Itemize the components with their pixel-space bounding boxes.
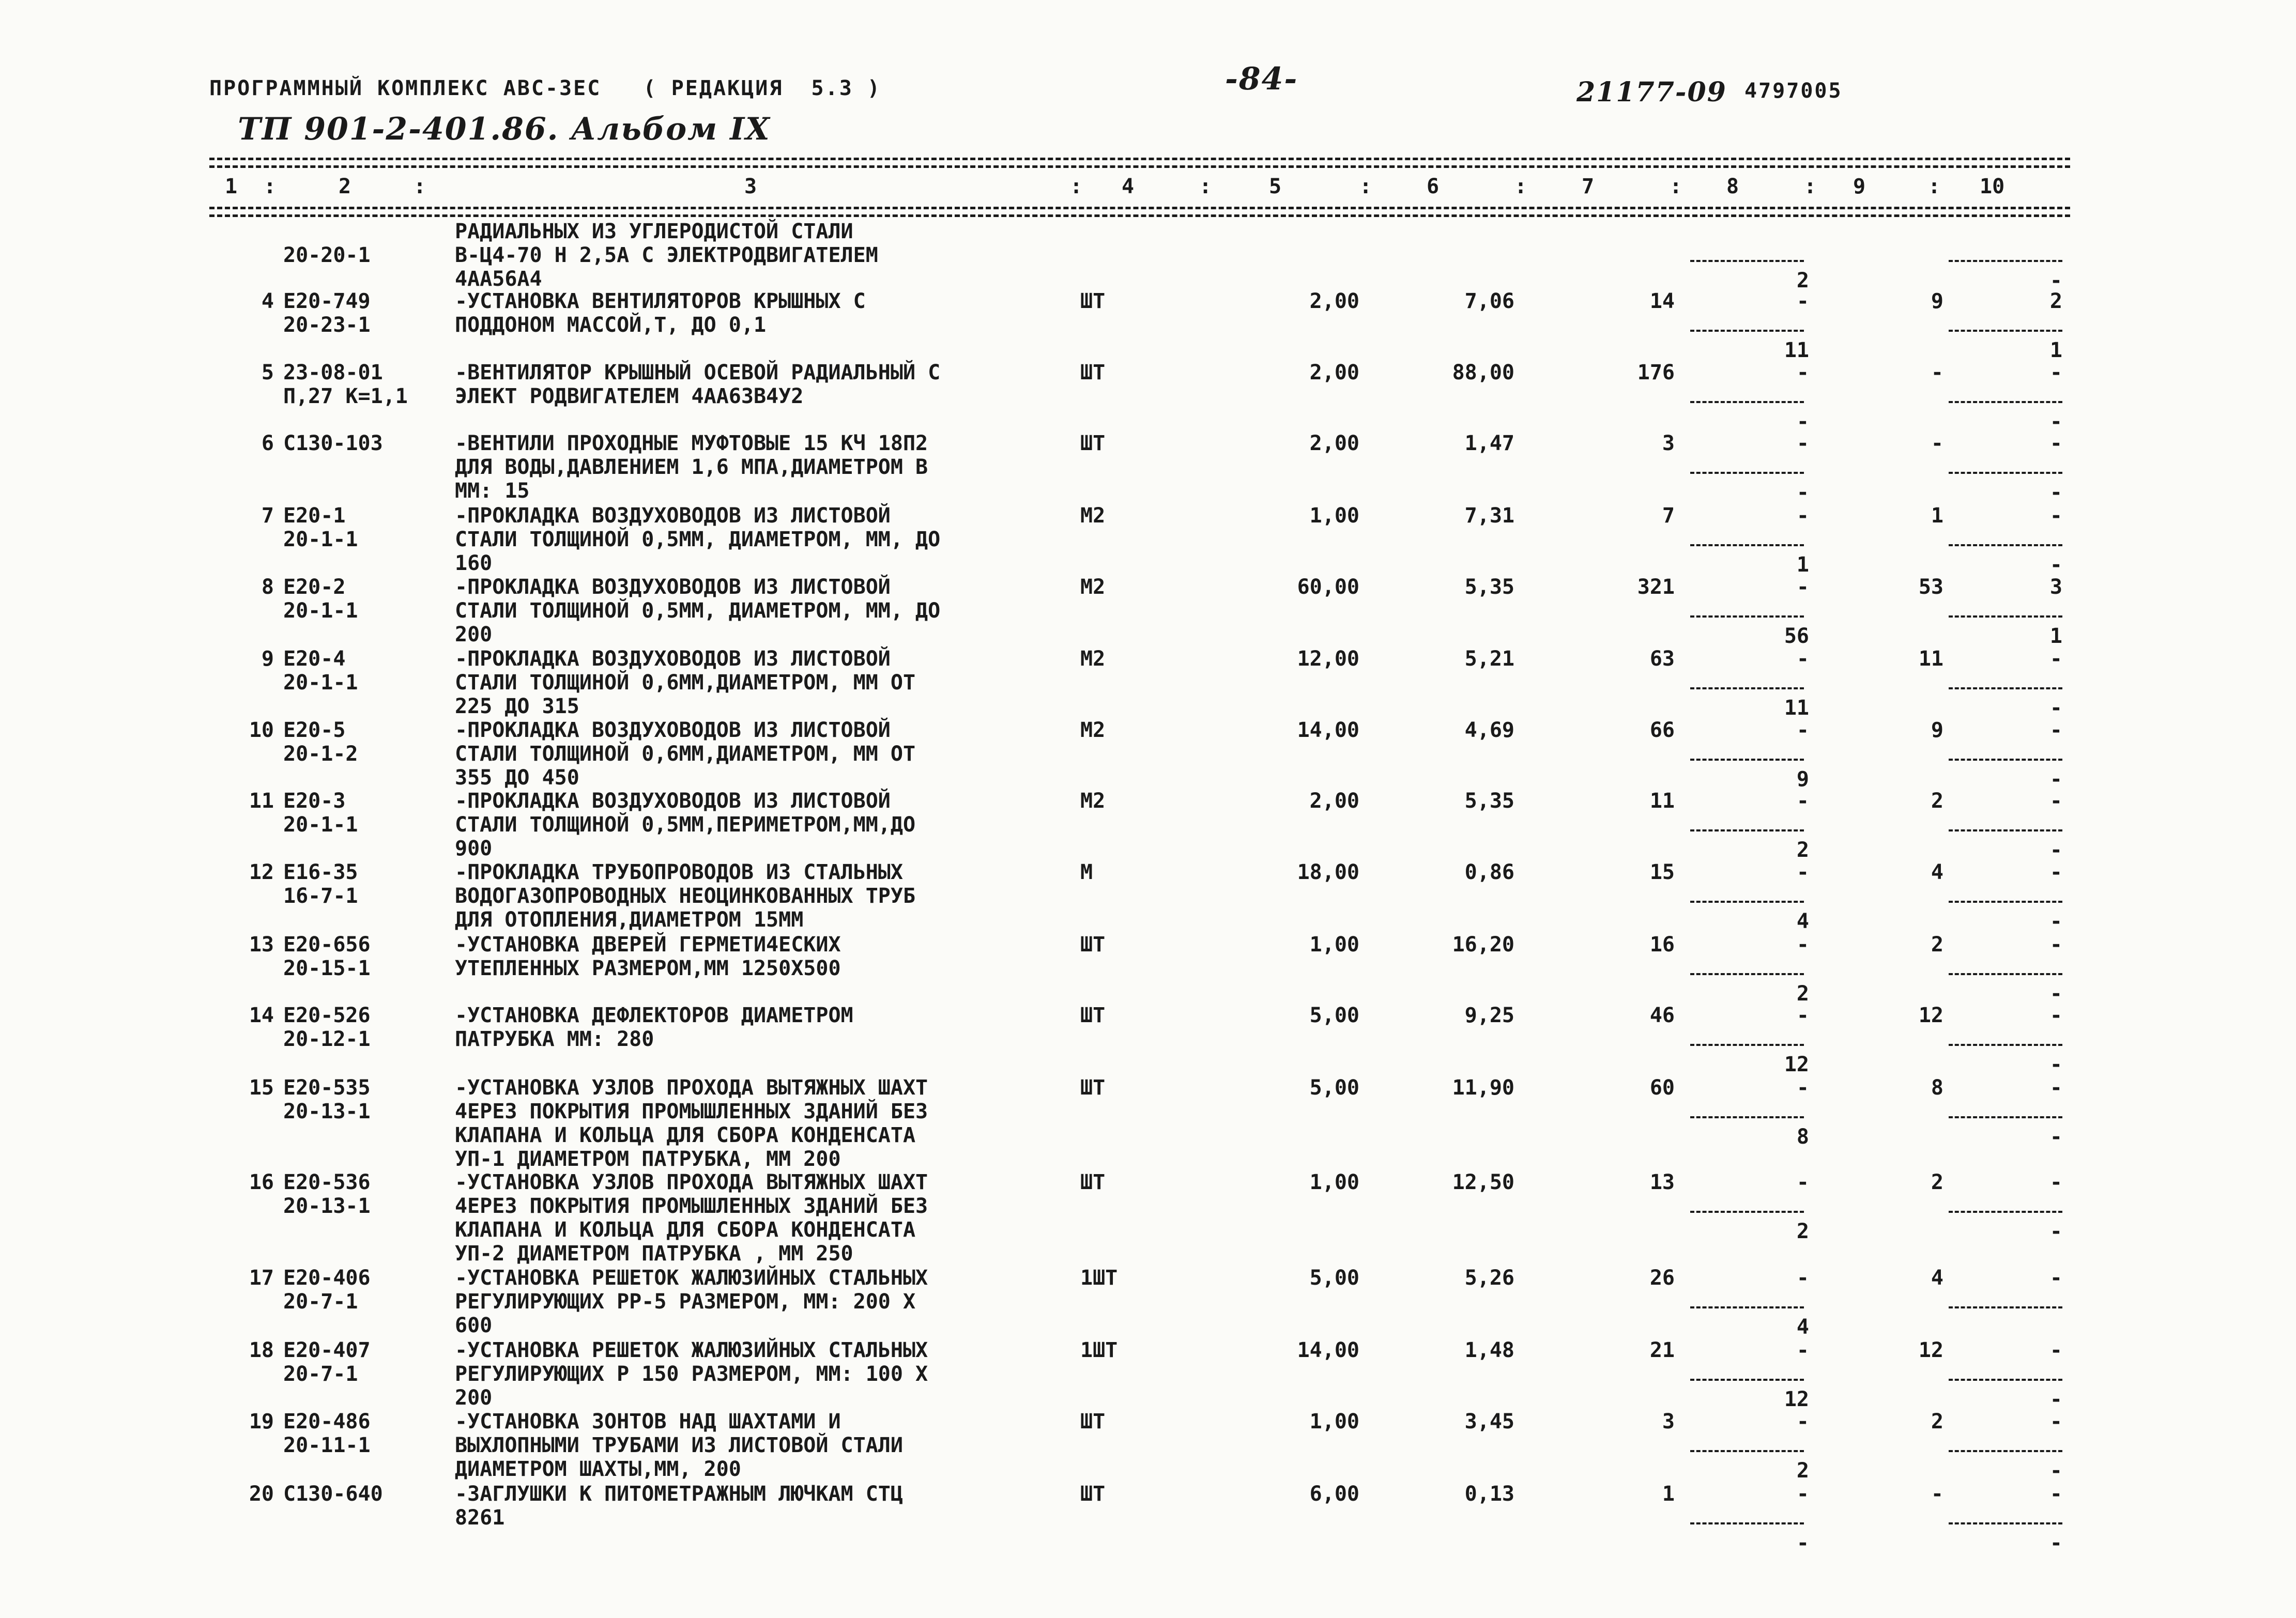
unit-price: 7,31 xyxy=(1464,504,1514,528)
total-cost: 11 xyxy=(1649,789,1675,813)
subtotal-separator xyxy=(1690,901,1804,903)
column-separator: : xyxy=(264,175,277,198)
unit: М2 xyxy=(1080,718,1106,742)
column-10-subvalue: - xyxy=(2049,553,2062,577)
column-8-subvalue: 8 xyxy=(1796,1125,1809,1149)
row-number: 10 xyxy=(249,718,274,742)
column-10-value: - xyxy=(2049,1482,2062,1506)
column-9-value: - xyxy=(1931,432,1943,455)
subtotal-separator xyxy=(1690,1044,1804,1046)
column-8-subvalue: 4 xyxy=(1796,1315,1809,1339)
subtotal-separator xyxy=(1949,330,2062,332)
column-10-subvalue: - xyxy=(2049,767,2062,791)
rate-code-secondary: 20-20-1 xyxy=(283,243,371,267)
row-number: 6 xyxy=(261,432,274,455)
rate-code: Е20-749 xyxy=(283,289,371,313)
column-8-value: - xyxy=(1796,1482,1809,1506)
rate-code-secondary: 20-11-1 xyxy=(283,1434,371,1457)
column-10-value: - xyxy=(2049,361,2062,384)
work-description: -УСТАНОВКА ДВЕРЕЙ ГЕРМЕТИ4ЕСКИХ УТЕПЛЕННЫХ РАЗМЕРОМ,ММ 1250Х500 xyxy=(455,933,841,980)
subtotal-separator xyxy=(1949,472,2062,474)
column-8-subvalue: 11 xyxy=(1784,696,1809,720)
column-10-subvalue: - xyxy=(2049,838,2062,862)
work-description: -ПРОКЛАДКА ТРУБОПРОВОДОВ ИЗ СТАЛЬНЫХ ВОДОГАЗОПРОВОДНЫХ НЕОЦИНКОВАННЫХ ТРУБ ДЛЯ ОТОПЛЕНИЯ,ДИАМЕТРОМ 15ММ xyxy=(455,860,916,932)
column-8-value: - xyxy=(1796,504,1809,528)
subtotal-separator xyxy=(1949,615,2062,618)
row-number: 19 xyxy=(249,1410,274,1434)
column-9-value: 53 xyxy=(1918,575,1943,599)
unit: ШТ xyxy=(1080,1410,1106,1434)
work-description: -УСТАНОВКА РЕШЕТОК ЖАЛЮЗИЙНЫХ СТАЛЬНЫХ РЕГУЛИРУЮЩИХ Р 150 РАЗМЕРОМ, ММ: 100 Х 200 xyxy=(455,1338,928,1410)
subtotal-separator xyxy=(1690,401,1804,403)
column-9-value: - xyxy=(1931,1482,1943,1506)
total-cost: 321 xyxy=(1637,575,1675,599)
column-8-value: - xyxy=(1796,1266,1809,1290)
column-9-value: 2 xyxy=(1931,789,1943,813)
subtotal-separator xyxy=(1949,901,2062,903)
total-cost: 14 xyxy=(1649,289,1675,313)
quantity: 2,00 xyxy=(1309,789,1359,813)
column-8-value: - xyxy=(1796,647,1809,671)
subtotal-separator xyxy=(1949,260,2062,262)
row-number: 5 xyxy=(261,361,274,384)
column-10-value: - xyxy=(2049,1076,2062,1100)
subtotal-separator xyxy=(1690,759,1804,761)
quantity: 5,00 xyxy=(1309,1266,1359,1290)
column-header-2: 2 xyxy=(339,175,351,198)
row-number: 8 xyxy=(261,575,274,599)
unit: М2 xyxy=(1080,789,1106,813)
column-10-subvalue: - xyxy=(2049,982,2062,1006)
work-description: -ПРОКЛАДКА ВОЗДУХОВОДОВ ИЗ ЛИСТОВОЙ СТАЛИ ТОЛЩИНОЙ 0,5ММ,ПЕРИМЕТРОМ,ММ,ДО 900 xyxy=(455,789,916,860)
column-8-value: - xyxy=(1796,289,1809,313)
column-10-value: - xyxy=(2049,504,2062,528)
work-description: -УСТАНОВКА ЗОНТОВ НАД ШАХТАМИ И ВЫХЛОПНЫМИ ТРУБАМИ ИЗ ЛИСТОВОЙ СТАЛИ ДИАМЕТРОМ ШАХТЫ,ММ, 200 xyxy=(455,1410,903,1481)
column-9-value: 1 xyxy=(1931,504,1943,528)
rate-code-secondary: 16-7-1 xyxy=(283,884,358,908)
column-8-value: - xyxy=(1796,933,1809,957)
total-cost: 3 xyxy=(1662,432,1675,455)
column-10-value: - xyxy=(2049,789,2062,813)
total-cost: 3 xyxy=(1662,1410,1675,1434)
work-description: -УСТАНОВКА ДЕФЛЕКТОРОВ ДИАМЕТРОМ ПАТРУБКА ММ: 280 xyxy=(455,1004,853,1051)
rate-code-secondary: П,27 К=1,1 xyxy=(283,384,408,408)
column-8-subvalue: 12 xyxy=(1784,1053,1809,1076)
column-separator: : xyxy=(1804,175,1817,198)
row-number: 9 xyxy=(261,647,274,671)
total-cost: 46 xyxy=(1649,1004,1675,1027)
table-top-rule-2 xyxy=(209,165,2070,168)
column-separator: : xyxy=(1670,175,1682,198)
total-cost: 1 xyxy=(1662,1482,1675,1506)
total-cost: 7 xyxy=(1662,504,1675,528)
work-description: -ПРОКЛАДКА ВОЗДУХОВОДОВ ИЗ ЛИСТОВОЙ СТАЛИ ТОЛЩИНОЙ 0,5ММ, ДИАМЕТРОМ, ММ, ДО 200 xyxy=(455,575,941,646)
work-description: -ВЕНТИЛИ ПРОХОДНЫЕ МУФТОВЫЕ 15 КЧ 18П2 ДЛЯ ВОДЫ,ДАВЛЕНИЕМ 1,6 МПА,ДИАМЕТРОМ В ММ: 15 xyxy=(455,432,928,503)
subtotal-separator xyxy=(1949,1450,2062,1452)
quantity: 12,00 xyxy=(1297,647,1359,671)
rate-code-secondary: 20-7-1 xyxy=(283,1362,358,1386)
column-8-subvalue: - xyxy=(1796,1531,1809,1555)
work-description: -ПРОКЛАДКА ВОЗДУХОВОДОВ ИЗ ЛИСТОВОЙ СТАЛИ ТОЛЩИНОЙ 0,5ММ, ДИАМЕТРОМ, ММ, ДО 160 xyxy=(455,504,941,575)
column-10-subvalue: - xyxy=(2049,410,2062,434)
rate-code-secondary: 20-15-1 xyxy=(283,957,371,980)
column-8-value: - xyxy=(1796,432,1809,455)
column-8-value: - xyxy=(1796,718,1809,742)
column-header-3: 3 xyxy=(744,175,757,198)
column-9-value: 2 xyxy=(1931,933,1943,957)
unit-price: 12,50 xyxy=(1452,1170,1514,1194)
unit: М2 xyxy=(1080,504,1106,528)
subtotal-separator xyxy=(1690,544,1804,546)
column-10-subvalue: - xyxy=(2049,1531,2062,1555)
subtotal-separator xyxy=(1949,1044,2062,1046)
column-10-value: 2 xyxy=(2049,289,2062,313)
rate-code: С130-103 xyxy=(283,432,383,455)
row-number: 18 xyxy=(249,1338,274,1362)
column-8-subvalue: 2 xyxy=(1796,1459,1809,1483)
column-8-value: - xyxy=(1796,1338,1809,1362)
column-8-value: - xyxy=(1796,1004,1809,1027)
column-10-value: - xyxy=(2049,1338,2062,1362)
column-9-value: 4 xyxy=(1931,1266,1943,1290)
rate-code-secondary: 20-12-1 xyxy=(283,1027,371,1051)
column-10-value: - xyxy=(2049,933,2062,957)
column-header-5: 5 xyxy=(1269,175,1282,198)
work-description: РАДИАЛЬНЫХ ИЗ УГЛЕРОДИСТОЙ СТАЛИ В-Ц4-70 Н 2,5А С ЭЛЕКТРОДВИГАТЕЛЕМ 4АА56А4 xyxy=(455,220,878,291)
column-8-subvalue: - xyxy=(1796,410,1809,434)
subtotal-separator xyxy=(1949,401,2062,403)
column-9-value: 4 xyxy=(1931,860,1943,884)
column-header-6: 6 xyxy=(1427,175,1440,198)
total-cost: 13 xyxy=(1649,1170,1675,1194)
column-8-subvalue: - xyxy=(1796,481,1809,504)
subtotal-separator xyxy=(1690,1116,1804,1118)
quantity: 14,00 xyxy=(1297,1338,1359,1362)
subtotal-separator xyxy=(1949,687,2062,689)
total-cost: 16 xyxy=(1649,933,1675,957)
total-cost: 21 xyxy=(1649,1338,1675,1362)
rate-code: Е20-1 xyxy=(283,504,346,528)
column-8-subvalue: 4 xyxy=(1796,910,1809,933)
unit: М2 xyxy=(1080,647,1106,671)
subtotal-separator xyxy=(1949,1306,2062,1308)
rate-code: 23-08-01 xyxy=(283,361,383,384)
program-title: ПРОГРАММНЫЙ КОМПЛЕКС АВС-3ЕС ( РЕДАКЦИЯ 5.3 ) xyxy=(209,76,881,100)
subtotal-separator xyxy=(1949,1379,2062,1381)
column-separator: : xyxy=(1070,175,1083,198)
table-top-rule xyxy=(209,158,2070,160)
subtotal-separator xyxy=(1949,544,2062,546)
document-number: 4797005 xyxy=(1744,79,1843,103)
unit: ШТ xyxy=(1080,361,1106,384)
row-number: 7 xyxy=(261,504,274,528)
row-number: 20 xyxy=(249,1482,274,1506)
column-10-subvalue: - xyxy=(2049,910,2062,933)
column-8-value: - xyxy=(1796,789,1809,813)
subtotal-separator xyxy=(1690,1450,1804,1452)
column-9-value: 11 xyxy=(1918,647,1943,671)
document-code: 21177-09 xyxy=(1576,76,1727,108)
quantity: 1,00 xyxy=(1309,1410,1359,1434)
column-separator: : xyxy=(414,175,426,198)
rate-code: Е20-407 xyxy=(283,1338,371,1362)
column-10-value: - xyxy=(2049,1170,2062,1194)
subtotal-separator xyxy=(1690,472,1804,474)
rate-code: Е20-5 xyxy=(283,718,346,742)
column-header-1: 1 xyxy=(225,175,238,198)
column-10-subvalue: - xyxy=(2049,1220,2062,1243)
column-10-subvalue: - xyxy=(2049,481,2062,504)
unit-price: 88,00 xyxy=(1452,361,1514,384)
rate-code: Е20-3 xyxy=(283,789,346,813)
rate-code: Е20-526 xyxy=(283,1004,371,1027)
column-8-subvalue: 56 xyxy=(1784,624,1809,648)
unit-price: 16,20 xyxy=(1452,933,1514,957)
quantity: 1,00 xyxy=(1309,933,1359,957)
subtotal-separator xyxy=(1690,615,1804,618)
quantity: 5,00 xyxy=(1309,1004,1359,1027)
row-number: 16 xyxy=(249,1170,274,1194)
quantity: 2,00 xyxy=(1309,361,1359,384)
subtotal-separator xyxy=(1949,1116,2062,1118)
column-10-value: - xyxy=(2049,860,2062,884)
column-9-value: 8 xyxy=(1931,1076,1943,1100)
column-8-subvalue: 2 xyxy=(1796,838,1809,862)
column-10-subvalue: 1 xyxy=(2049,338,2062,362)
rate-code: Е20-535 xyxy=(283,1076,371,1100)
unit-price: 1,47 xyxy=(1464,432,1514,455)
rate-code-secondary: 20-13-1 xyxy=(283,1194,371,1218)
column-9-value: 2 xyxy=(1931,1410,1943,1434)
quantity: 18,00 xyxy=(1297,860,1359,884)
column-10-value: - xyxy=(2049,1004,2062,1027)
total-cost: 66 xyxy=(1649,718,1675,742)
subtotal-separator xyxy=(1690,1522,1804,1524)
column-9-value: 12 xyxy=(1918,1338,1943,1362)
column-9-value: 12 xyxy=(1918,1004,1943,1027)
unit: ШТ xyxy=(1080,1482,1106,1506)
unit-price: 5,26 xyxy=(1464,1266,1514,1290)
unit: ШТ xyxy=(1080,1004,1106,1027)
rate-code-secondary: 20-1-2 xyxy=(283,742,358,766)
column-9-value: 9 xyxy=(1931,289,1943,313)
column-separator: : xyxy=(1199,175,1212,198)
row-number: 13 xyxy=(249,933,274,957)
unit-price: 5,35 xyxy=(1464,789,1514,813)
subtotal-separator xyxy=(1690,1211,1804,1213)
quantity: 60,00 xyxy=(1297,575,1359,599)
column-8-value: - xyxy=(1796,1410,1809,1434)
subtotal-separator xyxy=(1949,973,2062,975)
unit: ШТ xyxy=(1080,1076,1106,1100)
table-header-bottom-rule xyxy=(209,207,2070,209)
rate-code: Е20-536 xyxy=(283,1170,371,1194)
rate-code: С130-640 xyxy=(283,1482,383,1506)
unit-price: 0,86 xyxy=(1464,860,1514,884)
unit-price: 5,21 xyxy=(1464,647,1514,671)
total-cost: 15 xyxy=(1649,860,1675,884)
subtotal-separator xyxy=(1949,1522,2062,1524)
rate-code: Е20-486 xyxy=(283,1410,371,1434)
subtotal-separator xyxy=(1690,1379,1804,1381)
column-8-value: - xyxy=(1796,1170,1809,1194)
quantity: 1,00 xyxy=(1309,1170,1359,1194)
column-header-9: 9 xyxy=(1853,175,1866,198)
unit-price: 1,48 xyxy=(1464,1338,1514,1362)
unit: ШТ xyxy=(1080,289,1106,313)
column-10-subvalue: - xyxy=(2049,1053,2062,1076)
unit-price: 0,13 xyxy=(1464,1482,1514,1506)
column-8-subvalue: 1 xyxy=(1796,553,1809,577)
unit-price: 7,06 xyxy=(1464,289,1514,313)
work-description: -ПРОКЛАДКА ВОЗДУХОВОДОВ ИЗ ЛИСТОВОЙ СТАЛИ ТОЛЩИНОЙ 0,6ММ,ДИАМЕТРОМ, ММ ОТ 225 ДО 315 xyxy=(455,647,916,718)
column-8-subvalue: 11 xyxy=(1784,338,1809,362)
column-10-value: - xyxy=(2049,1410,2062,1434)
column-separator: : xyxy=(1359,175,1372,198)
row-number: 15 xyxy=(249,1076,274,1100)
quantity: 5,00 xyxy=(1309,1076,1359,1100)
quantity: 6,00 xyxy=(1309,1482,1359,1506)
row-number: 4 xyxy=(261,289,274,313)
subtotal-separator xyxy=(1690,330,1804,332)
column-8-value: - xyxy=(1796,1076,1809,1100)
column-10-value: 3 xyxy=(2049,575,2062,599)
rate-code-secondary: 20-1-1 xyxy=(283,599,358,623)
column-10-value: - xyxy=(2049,1266,2062,1290)
work-description: -ВЕНТИЛЯТОР КРЫШНЫЙ ОСЕВОЙ РАДИАЛЬНЫЙ С ЭЛЕКТ РОДВИГАТЕЛЕМ 4АА63В4У2 xyxy=(455,361,941,408)
work-description: -ПРОКЛАДКА ВОЗДУХОВОДОВ ИЗ ЛИСТОВОЙ СТАЛИ ТОЛЩИНОЙ 0,6ММ,ДИАМЕТРОМ, ММ ОТ 355 ДО 450 xyxy=(455,718,916,790)
quantity: 2,00 xyxy=(1309,289,1359,313)
column-10-subvalue: - xyxy=(2049,696,2062,720)
row-number: 11 xyxy=(249,789,274,813)
subtotal-separator xyxy=(1690,260,1804,262)
rate-code: Е20-4 xyxy=(283,647,346,671)
column-8-subvalue: 2 xyxy=(1796,982,1809,1006)
unit-price: 11,90 xyxy=(1452,1076,1514,1100)
column-10-value: - xyxy=(2049,647,2062,671)
work-description: -УСТАНОВКА РЕШЕТОК ЖАЛЮЗИЙНЫХ СТАЛЬНЫХ РЕГУЛИРУЮЩИХ РР-5 РАЗМЕРОМ, ММ: 200 Х 600 xyxy=(455,1266,928,1337)
rate-code-secondary: 20-13-1 xyxy=(283,1100,371,1123)
quantity: 2,00 xyxy=(1309,432,1359,455)
column-8-value: - xyxy=(1796,575,1809,599)
subtotal-separator xyxy=(1949,829,2062,831)
rate-code-secondary: 20-7-1 xyxy=(283,1290,358,1314)
rate-code-secondary: 20-23-1 xyxy=(283,313,371,337)
unit-price: 9,25 xyxy=(1464,1004,1514,1027)
unit: М2 xyxy=(1080,575,1106,599)
column-header-7: 7 xyxy=(1582,175,1595,198)
subtotal-separator xyxy=(1949,759,2062,761)
subtotal-separator xyxy=(1690,687,1804,689)
column-separator: : xyxy=(1928,175,1941,198)
row-number: 12 xyxy=(249,860,274,884)
column-10-subvalue: - xyxy=(2049,1459,2062,1483)
row-number: 14 xyxy=(249,1004,274,1027)
column-8-value: - xyxy=(1796,361,1809,384)
column-9-value: 2 xyxy=(1931,1170,1943,1194)
subtotal-separator xyxy=(1690,1306,1804,1308)
rate-code: Е20-656 xyxy=(283,933,371,957)
column-10-value: - xyxy=(2049,432,2062,455)
quantity: 14,00 xyxy=(1297,718,1359,742)
work-description: -ЗАГЛУШКИ К ПИТОМЕТРАЖНЫМ ЛЮЧКАМ СТЦ 8261 xyxy=(455,1482,903,1530)
unit: 1ШТ xyxy=(1080,1266,1118,1290)
unit-price: 3,45 xyxy=(1464,1410,1514,1434)
page-number: -84- xyxy=(1225,61,1298,97)
column-header-4: 4 xyxy=(1122,175,1135,198)
column-10-subvalue: - xyxy=(2049,1125,2062,1149)
column-8-value: - xyxy=(1796,860,1809,884)
rate-code: Е20-2 xyxy=(283,575,346,599)
rate-code-secondary: 20-1-1 xyxy=(283,813,358,837)
column-header-10: 10 xyxy=(1980,175,2005,198)
total-cost: 63 xyxy=(1649,647,1675,671)
column-10-value: - xyxy=(2049,718,2062,742)
rate-code: Е16-35 xyxy=(283,860,358,884)
column-10-subvalue: - xyxy=(2049,269,2062,292)
unit: ШТ xyxy=(1080,933,1106,957)
subtotal-separator xyxy=(1690,973,1804,975)
column-8-subvalue: 12 xyxy=(1784,1388,1809,1411)
unit: 1ШТ xyxy=(1080,1338,1118,1362)
unit-price: 5,35 xyxy=(1464,575,1514,599)
rate-code-secondary: 20-1-1 xyxy=(283,528,358,551)
column-8-subvalue: 2 xyxy=(1796,1220,1809,1243)
unit: ШТ xyxy=(1080,432,1106,455)
table-header-bottom-rule-2 xyxy=(209,214,2070,217)
total-cost: 26 xyxy=(1649,1266,1675,1290)
quantity: 1,00 xyxy=(1309,504,1359,528)
column-9-value: 9 xyxy=(1931,718,1943,742)
row-number: 17 xyxy=(249,1266,274,1290)
column-9-value: - xyxy=(1931,361,1943,384)
column-8-subvalue: 9 xyxy=(1796,767,1809,791)
unit-price: 4,69 xyxy=(1464,718,1514,742)
unit: М xyxy=(1080,860,1093,884)
rate-code-secondary: 20-1-1 xyxy=(283,671,358,695)
rate-code: Е20-406 xyxy=(283,1266,371,1290)
column-separator: : xyxy=(1514,175,1527,198)
total-cost: 60 xyxy=(1649,1076,1675,1100)
work-description: -УСТАНОВКА УЗЛОВ ПРОХОДА ВЫТЯЖНЫХ ШАХТ 4ЕРЕЗ ПОКРЫТИЯ ПРОМЫШЛЕННЫХ ЗДАНИЙ БЕЗ КЛАПАНА И КОЛЬЦА ДЛЯ СБОРА КОНДЕНСАТА УП-1 ДИАМЕТРОМ ПАТРУБКА, ММ 200 xyxy=(455,1076,928,1171)
total-cost: 176 xyxy=(1637,361,1675,384)
column-8-subvalue: 2 xyxy=(1796,269,1809,292)
column-10-subvalue: - xyxy=(2049,1388,2062,1411)
work-description: -УСТАНОВКА УЗЛОВ ПРОХОДА ВЫТЯЖНЫХ ШАХТ 4ЕРЕЗ ПОКРЫТИЯ ПРОМЫШЛЕННЫХ ЗДАНИЙ БЕЗ КЛАПАНА И КОЛЬЦА ДЛЯ СБОРА КОНДЕНСАТА УП-2 ДИАМЕТРОМ ПАТРУБКА , ММ 250 xyxy=(455,1170,928,1266)
column-header-8: 8 xyxy=(1726,175,1739,198)
album-reference: ТП 901-2-401.86. Альбом IX xyxy=(238,111,771,147)
subtotal-separator xyxy=(1690,829,1804,831)
subtotal-separator xyxy=(1949,1211,2062,1213)
unit: ШТ xyxy=(1080,1170,1106,1194)
work-description: -УСТАНОВКА ВЕНТИЛЯТОРОВ КРЫШНЫХ С ПОДДОНОМ МАССОЙ,Т, ДО 0,1 xyxy=(455,289,866,337)
column-10-subvalue: 1 xyxy=(2049,624,2062,648)
